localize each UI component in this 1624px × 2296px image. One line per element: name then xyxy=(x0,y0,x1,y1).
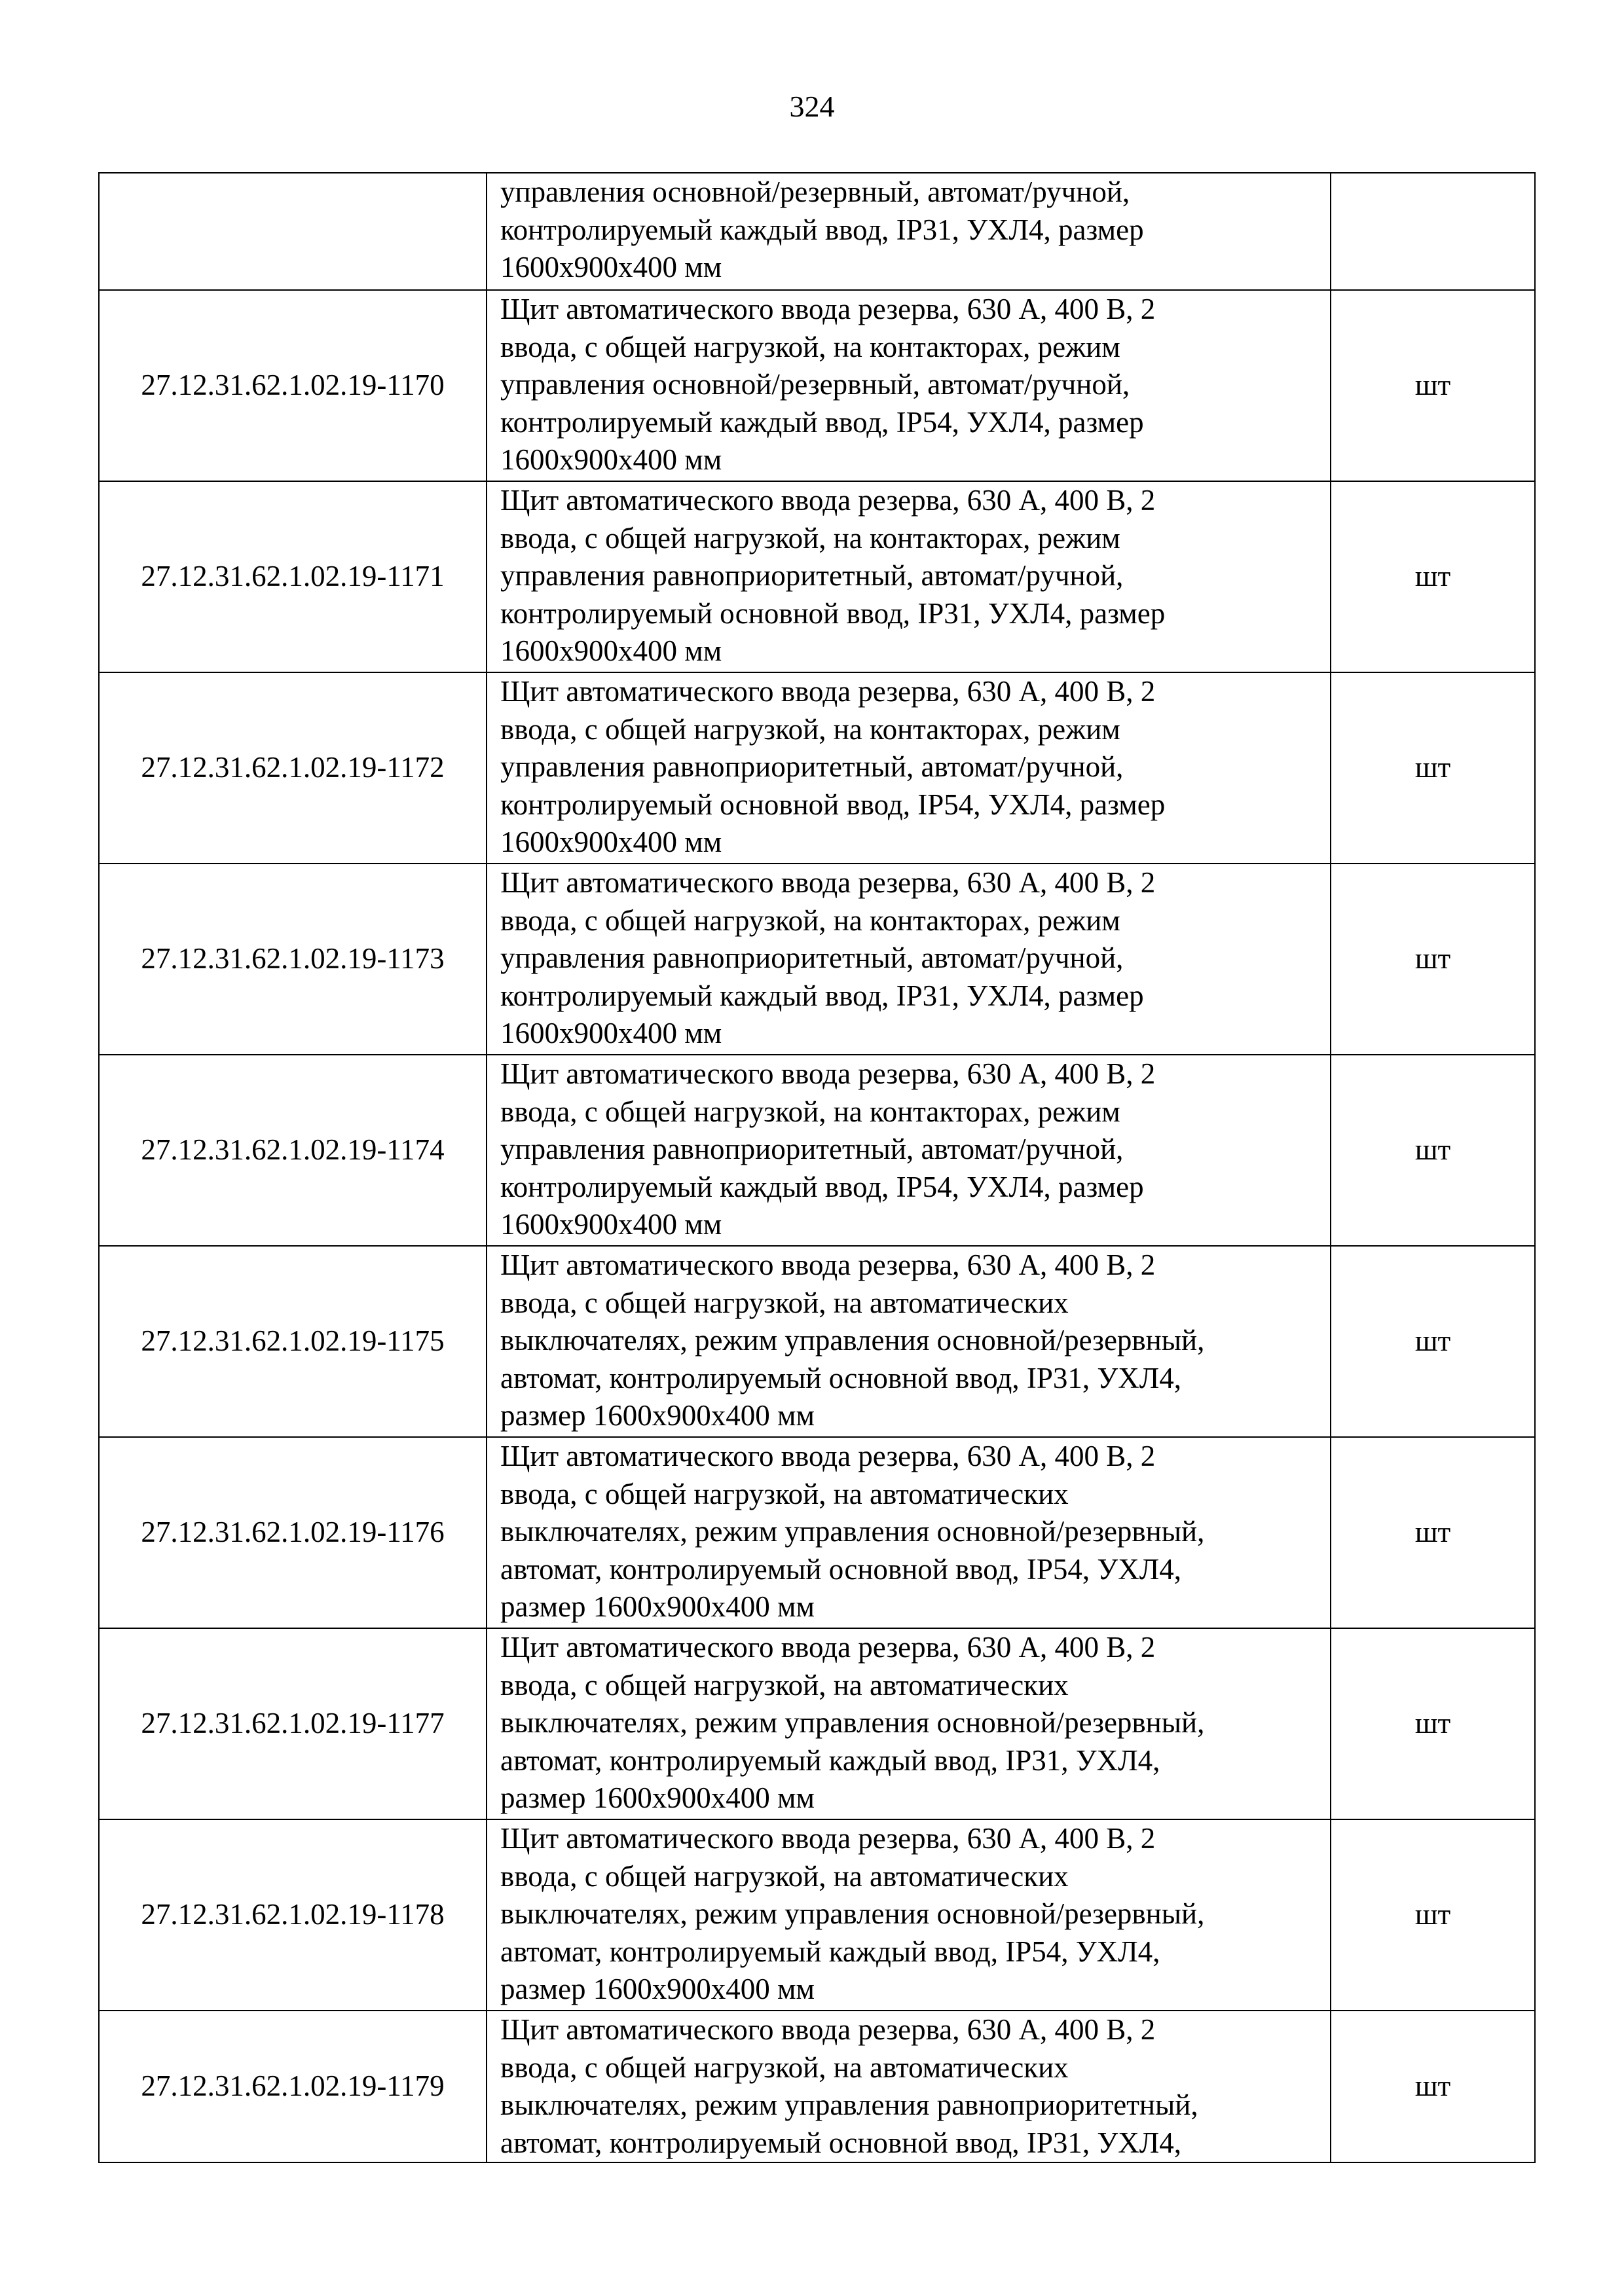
table-row xyxy=(99,1055,1535,1246)
table-row xyxy=(99,481,1535,672)
description-line: контролируемый основной ввод, IP54, УХЛ4, размер xyxy=(500,788,1166,821)
table-row xyxy=(99,290,1535,481)
description-line: ввода, с общей нагрузкой, на контакторах, режим xyxy=(500,521,1120,555)
description-line: выключателях, режим управления основной/резервный, xyxy=(500,1706,1205,1739)
description-line: автомат, контролируемый основной ввод, IP54, УХЛ4, xyxy=(500,1552,1181,1586)
description-line: ввода, с общей нагрузкой, на автоматических xyxy=(500,1286,1069,1319)
resource-description xyxy=(487,1055,1331,1246)
resource-code: 27.12.31.62.1.02.19-1179 xyxy=(99,2011,487,2162)
table-row xyxy=(99,864,1535,1055)
description-line: Щит автоматического ввода резерва, 630 А, 400 В, 2 xyxy=(500,675,1156,708)
unit-of-measure: шт xyxy=(1331,672,1535,864)
resource-code xyxy=(99,173,487,290)
description-line: управления основной/резервный, автомат/ручной, xyxy=(500,175,1130,208)
description-line: Щит автоматического ввода резерва, 630 А, 400 В, 2 xyxy=(500,484,1156,517)
description-line: Щит автоматического ввода резерва, 630 А, 400 В, 2 xyxy=(500,866,1156,899)
description-line: Щит автоматического ввода резерва, 630 А, 400 В, 2 xyxy=(500,1248,1156,1281)
description-line: 1600x900x400 мм xyxy=(500,826,722,858)
table-row xyxy=(99,672,1535,864)
unit-of-measure: шт xyxy=(1331,864,1535,1055)
description-line: размер 1600x900x400 мм xyxy=(500,1781,815,1814)
description-line: управления равноприоритетный, автомат/ручной, xyxy=(500,750,1124,783)
resource-code: 27.12.31.62.1.02.19-1178 xyxy=(99,1819,487,2011)
page-number: 324 xyxy=(789,90,835,123)
unit-of-measure: шт xyxy=(1331,1246,1535,1437)
unit-of-measure: шт xyxy=(1331,481,1535,672)
description-line: контролируемый каждый ввод, IP31, УХЛ4, размер xyxy=(500,213,1144,246)
unit-of-measure: шт xyxy=(1331,1437,1535,1628)
resource-code: 27.12.31.62.1.02.19-1177 xyxy=(99,1628,487,1819)
catalog-table xyxy=(98,172,1536,2163)
description-line: автомат, контролируемый основной ввод, IP31, УХЛ4, xyxy=(500,1361,1181,1394)
resource-description xyxy=(487,1246,1331,1437)
description-line: размер 1600x900x400 мм xyxy=(500,1399,815,1432)
resource-code: 27.12.31.62.1.02.19-1173 xyxy=(99,864,487,1055)
description-line: автомат, контролируемый каждый ввод, IP54, УХЛ4, xyxy=(500,1935,1160,1968)
description-line: контролируемый основной ввод, IP31, УХЛ4, размер xyxy=(500,596,1166,630)
description-line: контролируемый каждый ввод, IP54, УХЛ4, размер xyxy=(500,405,1144,439)
resource-description xyxy=(487,290,1331,481)
description-line: автомат, контролируемый основной ввод, IP31, УХЛ4, xyxy=(500,2126,1181,2159)
resource-code: 27.12.31.62.1.02.19-1170 xyxy=(99,290,487,481)
table-row xyxy=(99,1246,1535,1437)
resource-code: 27.12.31.62.1.02.19-1175 xyxy=(99,1246,487,1437)
description-line: ввода, с общей нагрузкой, на автоматических xyxy=(500,1477,1069,1510)
description-line: ввода, с общей нагрузкой, на контакторах, режим xyxy=(500,712,1120,746)
description-line: 1600x900x400 мм xyxy=(500,1208,722,1241)
description-line: управления равноприоритетный, автомат/ручной, xyxy=(500,559,1124,592)
description-line: управления основной/резервный, автомат/ручной, xyxy=(500,368,1130,401)
resource-description xyxy=(487,1819,1331,2011)
resource-code: 27.12.31.62.1.02.19-1176 xyxy=(99,1437,487,1628)
description-line: автомат, контролируемый каждый ввод, IP31, УХЛ4, xyxy=(500,1743,1160,1777)
unit-of-measure: шт xyxy=(1331,1819,1535,2011)
unit-of-measure: шт xyxy=(1331,1055,1535,1246)
description-line: 1600x900x400 мм xyxy=(500,634,722,667)
description-line: Щит автоматического ввода резерва, 630 А, 400 В, 2 xyxy=(500,1631,1156,1664)
description-line: выключателях, режим управления равноприоритетный, xyxy=(500,2088,1198,2121)
description-line: выключателях, режим управления основной/резервный, xyxy=(500,1324,1205,1357)
resource-description xyxy=(487,173,1331,290)
resource-description xyxy=(487,1628,1331,1819)
unit-of-measure: шт xyxy=(1331,1628,1535,1819)
description-line: контролируемый каждый ввод, IP54, УХЛ4, размер xyxy=(500,1170,1144,1203)
description-line: Щит автоматического ввода резерва, 630 А, 400 В, 2 xyxy=(500,1440,1156,1472)
description-line: размер 1600x900x400 мм xyxy=(500,1973,815,2005)
description-line: Щит автоматического ввода резерва, 630 А, 400 В, 2 xyxy=(500,1057,1156,1090)
table-row xyxy=(99,173,1535,290)
resource-code: 27.12.31.62.1.02.19-1174 xyxy=(99,1055,487,1246)
description-line: 1600x900x400 мм xyxy=(500,251,722,283)
description-line: контролируемый каждый ввод, IP31, УХЛ4, размер xyxy=(500,979,1144,1012)
description-line: Щит автоматического ввода резерва, 630 А, 400 В, 2 xyxy=(500,1822,1156,1855)
table-row xyxy=(99,1437,1535,1628)
description-line: выключателях, режим управления основной/резервный, xyxy=(500,1897,1205,1930)
description-line: ввода, с общей нагрузкой, на автоматических xyxy=(500,1668,1069,1702)
description-line: 1600x900x400 мм xyxy=(500,443,722,476)
table-row xyxy=(99,2011,1535,2162)
unit-of-measure: шт xyxy=(1331,290,1535,481)
description-line: управления равноприоритетный, автомат/ручной, xyxy=(500,941,1124,974)
description-line: размер 1600x900x400 мм xyxy=(500,1590,815,1623)
resource-code: 27.12.31.62.1.02.19-1172 xyxy=(99,672,487,864)
resource-description xyxy=(487,864,1331,1055)
description-line: ввода, с общей нагрузкой, на контакторах, режим xyxy=(500,330,1120,363)
description-line: ввода, с общей нагрузкой, на контакторах, режим xyxy=(500,903,1120,937)
description-line: 1600x900x400 мм xyxy=(500,1017,722,1049)
description-line: ввода, с общей нагрузкой, на контакторах, режим xyxy=(500,1095,1120,1128)
resource-code: 27.12.31.62.1.02.19-1171 xyxy=(99,481,487,672)
description-line: Щит автоматического ввода резерва, 630 А, 400 В, 2 xyxy=(500,293,1156,325)
resource-description xyxy=(487,672,1331,864)
description-line: ввода, с общей нагрузкой, на автоматических xyxy=(500,1859,1069,1893)
description-line: Щит автоматического ввода резерва, 630 А, 400 В, 2 xyxy=(500,2013,1156,2046)
resource-description xyxy=(487,1437,1331,1628)
description-line: управления равноприоритетный, автомат/ручной, xyxy=(500,1133,1124,1165)
table-row xyxy=(99,1628,1535,1819)
resource-description xyxy=(487,2011,1331,2162)
description-line: выключателях, режим управления основной/резервный, xyxy=(500,1515,1205,1548)
unit-of-measure xyxy=(1331,173,1535,290)
resource-description xyxy=(487,481,1331,672)
unit-of-measure: шт xyxy=(1331,2011,1535,2162)
description-line: ввода, с общей нагрузкой, на автоматических xyxy=(500,2050,1069,2084)
table-row xyxy=(99,1819,1535,2011)
